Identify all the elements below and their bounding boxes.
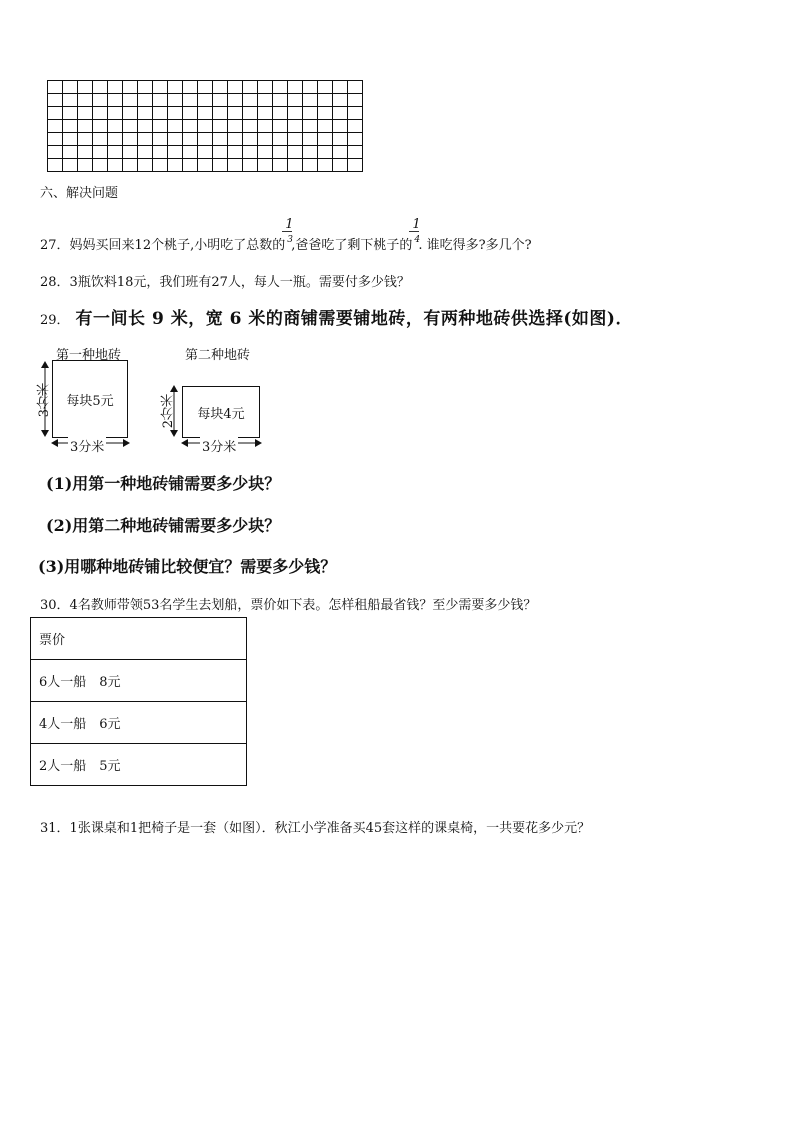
q28-text: 3瓶饮料18元，我们班有27人，每人一瓶。需要付多少钱？ [69,275,410,290]
frac2-denominator: 4 [414,235,421,245]
q27-text-c: . 谁吃得多?多几个? [418,238,532,253]
tile1-price: 每块5元 [66,393,114,409]
frac1-denominator: 3 [287,235,293,245]
table-row [31,618,247,660]
q31-number: 31． [40,821,70,836]
frac1-numerator: 1 [285,217,294,232]
grid-lines [47,80,365,172]
question-31 [40,817,590,836]
table-row [31,744,247,786]
q30-text: 4名教师带领53名学生去划船，票价如下表。怎样租船最省钱？至少需要多少钱？ [69,598,537,613]
q28-number: 28． [40,275,70,290]
frac2-bar [409,231,419,232]
tile2-rectangle [182,386,260,438]
tile1-height-label: 3分米 [37,383,52,418]
grid-paper [47,80,365,176]
q30-number: 30． [40,598,70,613]
question-28 [40,271,410,290]
question-29 [40,304,633,329]
q27-fraction-2 [412,217,421,249]
tile1-square [52,360,128,438]
tile1-width-label: 3分米 [68,436,106,455]
tile2-price: 每块4元 [197,406,245,422]
table-cell: 6人一船 8元 [31,660,247,702]
q29-number: 29． [40,313,70,328]
tile1-title: 第一种地砖 [56,348,122,363]
q27-text-a: 妈妈买回来12个桃子,小明吃了总数的 [69,238,286,253]
q27-text-b: ,爸爸吃了剩下桃子的 [291,238,413,253]
section-title: 六、解决问题 [40,186,119,201]
price-table [30,617,247,786]
table-cell: 4人一船 6元 [31,702,247,744]
frac1-bar [282,231,292,232]
q29-sub-1: (1)用第一种地砖铺需要多少块？ [46,474,281,493]
question-30 [40,594,536,613]
frac2-numerator: 1 [412,217,421,232]
q31-text: 1张课桌和1把椅子是一套（如图）．秋江小学准备买45套这样的课桌椅，一共要花多少元？ [69,821,591,836]
q27-fraction-1 [285,217,294,249]
table-row [31,660,247,702]
q29-sub-2: (2)用第二种地砖铺需要多少块？ [46,516,281,535]
question-27 [40,217,532,253]
tile2-width-label: 3分米 [200,436,238,455]
table-cell: 2人一船 5元 [31,744,247,786]
q29-text: 有一间长 9 米，宽 6 米的商铺需要铺地砖，有两种地砖供选择(如图)． [75,309,633,329]
tile2-height-label: 2分米 [161,394,176,429]
table-row [31,702,247,744]
table-header-cell: 票价 [31,618,247,660]
q29-sub-3: (3)用哪种地砖铺比较便宜？需要多少钱？ [38,557,337,576]
tile2-title: 第二种地砖 [185,348,251,363]
q27-number: 27． [40,238,70,253]
